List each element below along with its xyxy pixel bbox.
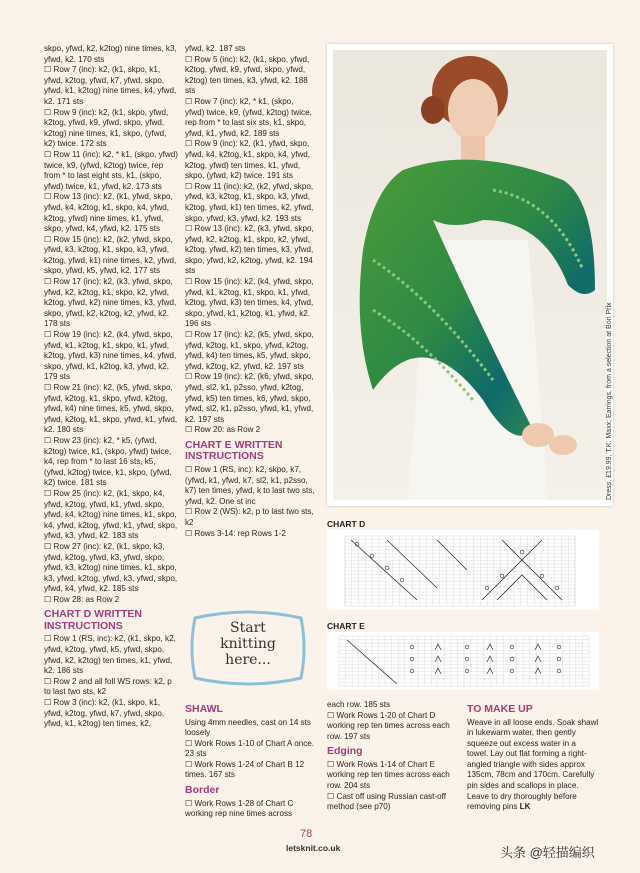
pattern-row: ☐ Row 25 (inc): k2, (k1, skpo, k4, yfwd, k2tog, yfwd, k1, yfwd, skpo, yfwd, k4, k2tog) nine times, k1, skpo, k4, yfwd, k2tog, yfwd, k1, yfwd, skpo, yfwd, k3, yfwd, k2. 183 sts (44, 488, 178, 541)
model-photo (327, 44, 613, 506)
pattern-row: ☐ Row 28: as Row 2 (44, 594, 120, 604)
pattern-column-1 (44, 44, 179, 730)
section-heading: Border (185, 784, 220, 797)
chart-e-grid (327, 632, 599, 690)
pattern-row: ☐ Work Rows 1-10 of Chart A once. 23 sts (185, 738, 315, 759)
pattern-row: ☐ Row 2 (WS): k2, p to last two sts, k2 (185, 507, 314, 527)
pattern-row: ☐ Row 17 (inc): k2, (k3, yfwd, skpo, yfwd, k2, k2tog, k1, skpo, k2, yfwd, k2tog, yfwd, k2) nine times, k3, yfwd, skpo, yfwd, k2, k2tog, k2, yfwd, k2. 178 sts (44, 277, 177, 329)
pattern-row: ☐ Row 21 (inc): k2, (k5, yfwd, skpo, yfwd, k2tog, k1, skpo, yfwd, k2tog, yfwd, k4) nine times, k5, yfwd, skpo, yfwd, k2tog, k1, skpo, yfwd, k1, yfwd, k2. 180 sts (44, 383, 178, 435)
start-sign-line: here... (225, 652, 271, 668)
section-heading: Edging (327, 745, 363, 758)
pattern-row: ☐ Row 7 (inc): k2, (k1, skpo, k1, yfwd, k2tog, yfwd, k7, yfwd, skpo, yfwd, k1, k2tog) nine times, k4, yfwd, k2. 171 sts (44, 65, 177, 106)
pattern-row: ☐ Rows 3-14: rep Rows 1-2 (185, 528, 286, 538)
pattern-row: ☐ Row 20: as Row 2 (185, 425, 261, 435)
pattern-row: ☐ Row 15 (inc): k2, (k4, yfwd, skpo, yfwd, k1, k2tog, k1, skpo, k1, yfwd, k2tog, yfwd, k3) ten times, k4, yfwd, skpo, yfwd, k1, k2tog, k1, yfwd, k2. 196 sts (185, 277, 314, 329)
pattern-row: ☐ Row 19 (inc): k2, (k4, yfwd, skpo, yfwd, k1, k2tog, k1, skpo, k1, yfwd, k2tog, yfwd, k3) nine times, k4, yfwd, skpo, yfwd, k1, k2tog, k3, yfwd, k2. 179 sts (44, 330, 177, 382)
watermark: 头条 @轻描编织 (500, 845, 595, 860)
pattern-row: ☐ Row 11 (inc): k2, * k1, (skpo, yfwd) twice, k9, (yfwd, k2tog) twice, rep from * to last eight sts, k1, (skpo, yfwd) twice, k1, yfwd, k2. 173 sts (44, 149, 178, 191)
pattern-column-2 (185, 44, 315, 539)
pattern-row: ☐ Row 7 (inc): k2, * k1, (skpo, yfwd) twice, k9, (yfwd, k2tog) twice, rep from * to last six sts, k1, skpo, yfwd, k1, yfwd, k2. 189 sts (185, 96, 312, 138)
pattern-row: ☐ Row 5 (inc): k2, (k1, skpo, yfwd, k2tog, yfwd, k9, yfwd, skpo, yfwd, k2tog) ten times, k3, yfwd, k2. 188 sts (185, 54, 310, 96)
pattern-row: ☐ Row 1 (RS, inc): k2, (k1, skpo, k2, yfwd, k2tog, yfwd, k5, yfwd, skpo, yfwd, k2, k2tog) ten times, k1, yfwd, k2. 186 sts (44, 634, 176, 676)
pattern-row: ☐ Work Rows 1-24 of Chart B 12 times. 167 sts (185, 759, 305, 780)
pattern-row: skpo, yfwd, k2, k2tog) nine times, k3, yfwd, k2. 170 sts (44, 44, 177, 64)
pattern-row: Using 4mm needles, cast on 14 sts loosely (185, 717, 311, 738)
pattern-row: ☐ Row 17 (inc): k2, (k5, yfwd, skpo, yfwd, k2tog, k1, skpo, yfwd, k2tog, yfwd, k4) ten times, k5, yfwd, skpo, yfwd, k2tog, k2, yfwd, k2. 197 sts (185, 330, 314, 371)
pattern-row: ☐ Work Rows 1-14 of Chart E working rep ten times across each row. 204 sts (327, 759, 450, 791)
pattern-row: ☐ Work Rows 1-20 of Chart D working rep ten times across each row. 197 sts (327, 710, 450, 741)
make-up-text: Weave in all loose ends. Soak shawl in lukewarm water, then gently squeeze out excess water in a towel. Lay out flat forming a right-angled triangle with sides approx 135cm, 78cm and 170cm. Carefully pin sides and scallops in place. Leave to dry thoroughly before removing pins LK (467, 717, 599, 812)
start-knitting-sign (185, 610, 311, 686)
pattern-row: ☐ Row 15 (inc): k2, (k2, yfwd, skpo, yfwd, k3, k2tog, k1, skpo, k3, yfwd, k2tog, yfwd, k1) nine times, k2, yfwd, skpo, yfwd, k5, yfwd, k2. 177 sts (44, 234, 177, 276)
lk-sign: LK (519, 802, 531, 812)
pattern-row: ☐ Row 27 (inc): k2, (k1, skpo, k3, yfwd, k2tog, yfwd, k3, yfwd, skpo, yfwd, k3, k2tog) nine times, k1, skpo, k3, yfwd, k2tog, yfwd, k3, yfwd, skpo, yfwd, k4, yfwd, k2. 185 sts (44, 541, 178, 594)
shawl-section (185, 700, 315, 820)
chart-e-label: CHART E (327, 621, 365, 631)
section-heading: CHART E WRITTEN INSTRUCTIONS (185, 438, 283, 463)
chart-d-grid (327, 530, 599, 610)
pattern-row: each row. 185 sts (327, 700, 390, 709)
page-number: 78 (300, 828, 313, 840)
pattern-row: ☐ Row 3 (inc): k2, (k1, skpo, k1, yfwd, k2tog, yfwd, k7, yfwd, skpo, yfwd, k1, k2tog) ten times, k2, (44, 698, 165, 729)
pattern-row: ☐ Row 9 (inc): k2, (k1, yfwd, skpo, yfwd, k4, k2tog, k1, skpo, k4, yfwd, k2tog, yfwd) ten times, k1, yfwd, skpo, (yfwd, k2) twice. 191 sts (185, 139, 311, 181)
pattern-row: ☐ Row 1 (RS, inc): k2, skpo, k7, (yfwd, k1, yfwd, k7, sl2, k1, p2sso, k7) ten times, yfwd, k to last two sts, yfwd, k2. One st inc (185, 464, 315, 506)
pattern-row: ☐ Row 19 (inc): k2, (k6, yfwd, skpo, yfwd, sl2, k1, p2sso, yfwd, k2tog, yfwd, k5) ten times, k6, yfwd, skpo, yfwd, sl2, k1, p2sso, yfwd, k1, yfwd, k2. 197 sts (185, 372, 314, 424)
photo-credit: Dress, £19.99, T.K. Maxx; Earrings, from a selection at Bon Prix (606, 302, 613, 500)
section-heading: CHART D WRITTEN INSTRUCTIONS (44, 608, 142, 632)
edging-section (327, 700, 459, 813)
pattern-row: ☐ Row 13 (inc): k2, (k1, yfwd, skpo, yfwd, k4, k2tog, k1, skpo, k4, yfwd, k2tog, yfwd) nine times, k1, yfwd, skpo, yfwd, k4, yfwd, k2. 175 sts (44, 192, 173, 234)
pattern-row: ☐ Work Rows 1-28 of Chart C working rep nine times across (185, 798, 294, 819)
pattern-row: ☐ Row 9 (inc): k2, (k1, skpo, yfwd, k2tog, yfwd, k9, yfwd, skpo, yfwd, k2tog) nine times, k1, skpo, (yfwd, k2) twice. 172 sts (44, 107, 169, 149)
pattern-row: ☐ Row 13 (inc): k2, (k3, yfwd, skpo, yfwd, k2, k2tog, k1, skpo, k2, yfwd, k2tog, yfwd, k2) ten times, k3, yfwd, skpo, yfwd, k2, k2tog, yfwd, k2. 194 sts (185, 224, 314, 276)
pattern-row: ☐ Row 23 (inc): k2, * k5, (yfwd, k2tog) twice, k1, (skpo, yfwd) twice, k4, rep from * to last 16 sts, k5, (yfwd, k2tog) twice, k1, skpo, (yfwd, k2) twice. 181 sts (44, 435, 172, 488)
make-up-heading: TO MAKE UP (467, 703, 533, 715)
pattern-row: ☐ Row 11 (inc): k2, (k2, yfwd, skpo, yfwd, k3, k2tog, k1, skpo, k3, yfwd, k2tog, yfwd, k1) ten times, k2, yfwd, skpo, yfwd, k3, yfwd, k2. 193 sts (185, 181, 314, 223)
pattern-row: ☐ Cast off using Russian cast-off method (see p70) (327, 791, 446, 812)
make-up-section (467, 700, 599, 813)
start-sign-line: knitting (220, 636, 276, 652)
start-sign-line: Start (230, 620, 266, 636)
section-heading: SHAWL (185, 703, 223, 715)
website: letsknit.co.uk (286, 843, 341, 853)
shawl-illustration (333, 50, 607, 500)
pattern-row: ☐ Row 2 and all foll WS rows: k2, p to last two sts, k2 (44, 676, 172, 697)
chart-d-label: CHART D (327, 519, 366, 529)
pattern-row: yfwd, k2. 187 sts (185, 44, 246, 53)
